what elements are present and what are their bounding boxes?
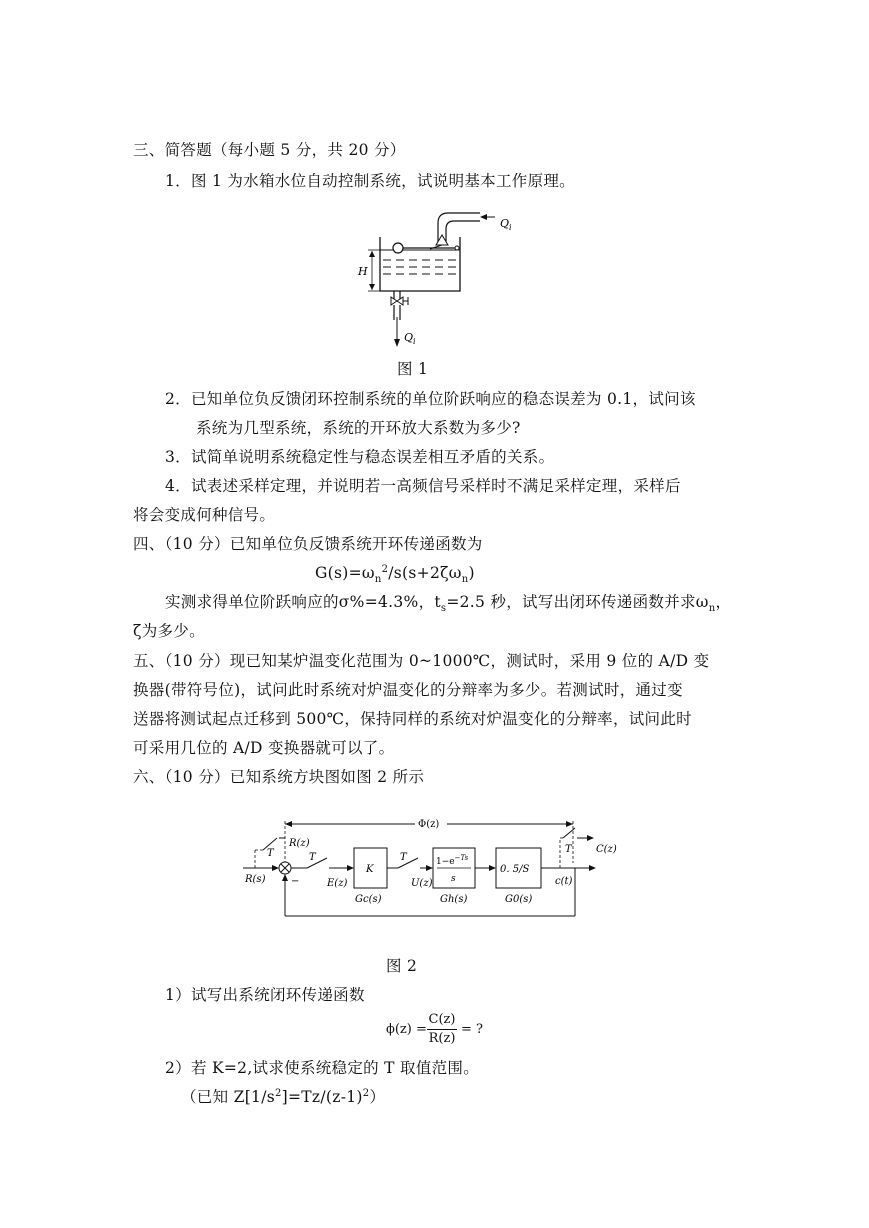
fig2-minus: − (291, 876, 300, 887)
closed-loop-equation (386, 1012, 496, 1048)
question-2-line1: 2．已知单位负反馈闭环控制系统的单位阶跃响应的稳态误差为 0.1，试问该 (165, 390, 696, 408)
fig2-gh: Gh(s) (440, 894, 468, 905)
fig2-ct: c(t) (555, 876, 573, 887)
section3-heading: 三、简答题（每小题 5 分，共 20 分） (133, 141, 406, 159)
figure-1-caption: 图 1 (397, 360, 429, 378)
fig2-t1: T (267, 848, 274, 859)
question-3: 3．试简单说明系统稳定性与稳态误差相互矛盾的关系。 (165, 448, 555, 466)
sub-question-2: 2）若 K=2,试求使系统稳定的 T 取值范围。 (165, 1059, 480, 1077)
eq-numerator: C(z) (428, 1012, 456, 1027)
section4-line2: 实测求得单位阶跃响应的σ%=4.3%，$t_s=2.5$ 秒，试写出闭环传递函数并求$\omega_n$， (165, 593, 732, 615)
sub-question-1: 1）试写出系统闭环传递函数 (165, 986, 365, 1004)
fig2-zoh-den: s (451, 874, 456, 884)
eq-denominator: R(z) (428, 1031, 456, 1046)
section5-line2: 换器(带符号位)，试问此时系统对炉温变化的分辩率为多少。若测试时，通过变 (133, 681, 683, 699)
fig2-g0: G0(s) (505, 894, 533, 905)
section5-line4: 可采用几位的 A/D 变换器就可以了。 (133, 739, 395, 757)
section5-line1: 五、（10 分）现已知某炉温变化范围为 0~1000℃，测试时，采用 9 位的 A/D 变 (133, 652, 710, 670)
fig2-cz: C(z) (596, 844, 617, 855)
fig2-gc: Gc(s) (355, 894, 382, 905)
fig1-label-qi-top: $Q_i$ (500, 217, 512, 232)
figure-2-block-diagram (235, 808, 655, 928)
fig2-k: K (366, 864, 374, 875)
fig2-rz: R(z) (289, 838, 310, 849)
question-4-line2: 将会变成何种信号。 (133, 506, 276, 524)
fig2-ez: E(z) (327, 878, 348, 889)
fig2-phi: Φ(z) (418, 819, 440, 830)
fig2-t2: T (309, 852, 316, 863)
section4-line3: ζ为多少。 (133, 622, 205, 640)
figure-2-caption: 图 2 (386, 957, 418, 975)
fig1-label-h: H (358, 265, 368, 278)
eq-rhs: = ? (461, 1022, 483, 1037)
fig2-zoh-num: $1-e^{-Ts}$ (436, 854, 469, 867)
eq-fraction-bar (427, 1029, 457, 1030)
section4-heading: 四、（10 分）已知单位负反馈系统开环传递函数为 (133, 535, 483, 553)
fig1-label-qi-bottom: $Q_i$ (404, 331, 416, 346)
fig2-t3: T (400, 852, 407, 863)
fig2-t4: T (565, 844, 572, 855)
section6-heading: 六、（10 分）已知系统方块图如图 2 所示 (133, 768, 425, 786)
figure-1-water-tank (350, 205, 530, 355)
fig2-uz: U(z) (411, 878, 433, 889)
fig2-rs: R(s) (245, 874, 266, 885)
question-2-line2: 系统为几型系统，系统的开环放大系数为多少? (196, 419, 521, 437)
section5-line3: 送器将测试起点迁移到 500℃，保持同样的系统对炉温变化的分辩率，试问此时 (133, 710, 692, 728)
known-z-transform: （已知 $Z[1/s^2]=Tz/(z-1)^2$） (181, 1087, 386, 1106)
section4-formula: $G(s)=\omega_n^2/s(s+2\zeta\omega_n)$ (315, 563, 475, 586)
question-4-line1: 4．试表述采样定理，并说明若一高频信号采样时不满足采样定理，采样后 (165, 477, 681, 495)
question-1: 1．图 1 为水箱水位自动控制系统，试说明基本工作原理。 (165, 172, 575, 190)
fig2-plant: 0. 5/S (500, 864, 530, 875)
eq-lhs: ϕ(z) = (386, 1022, 427, 1037)
